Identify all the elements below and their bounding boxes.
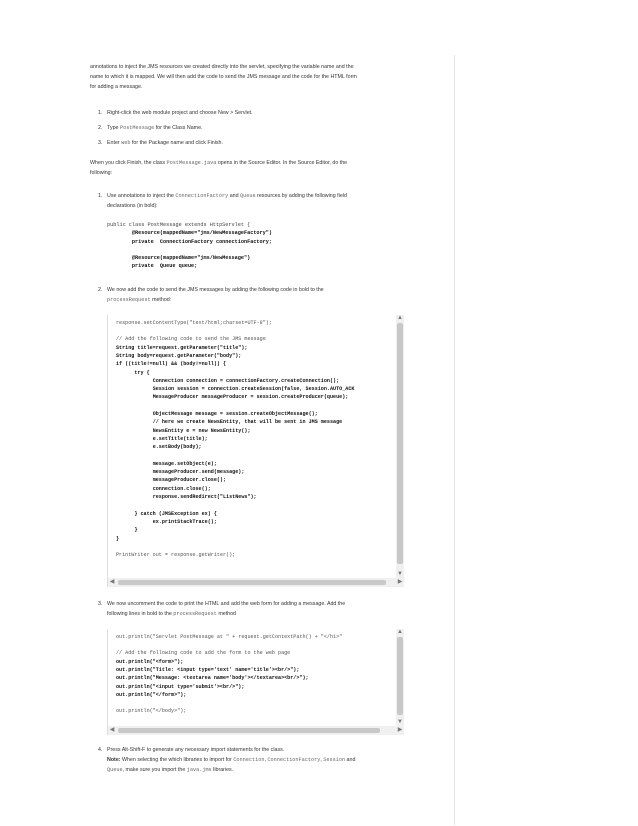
inline-code: Queue [240,193,256,199]
code-line: out.println("<input type='submit'><br/>"); [116,683,245,690]
list-item [90,745,420,775]
scrollbar-thumb[interactable] [397,637,403,715]
code-line: ex.printStackTrace(); [152,518,217,525]
code-line: out.println("<form>"); [116,658,184,665]
code-line: out.println("Servlet PostMessage at " + request.getContextPath() + "</h1>" [116,633,343,640]
step-number: 3. [98,600,103,607]
finish-paragraph [90,158,420,178]
scroll-up-arrow-icon[interactable]: ▲ [397,314,403,321]
step-text: We now uncomment the code to print the HTML and add the web form for adding a message. Add the [107,600,346,607]
inline-code: processRequest [107,296,151,303]
code-line: @Resource(mappedName="jms/NewMessage") [131,255,251,262]
code-line: messageProducer.send(message); [152,469,245,476]
inline-code: web [121,140,131,146]
code-line: out.println("Message: <textarea name='body'></textarea><br/>"); [116,675,309,682]
code-line: out.println("</form>"); [116,691,187,698]
code-line: String title=request.getParameter("title"); [116,344,248,351]
code-comment: // Add the following code to send the JMS message [116,336,266,343]
step-text: Press Alt-Shift-F to generate any necessary import statements for the class. [107,746,285,753]
code-line: private ConnectionFactory connectionFactory; [131,238,272,245]
page-margin-line [454,55,455,825]
step-text: When selecting the which libraries to import for [120,756,234,763]
horizontal-scrollbar[interactable] [108,578,404,587]
inline-code: Connection [233,756,265,763]
step-number: 1. [98,110,103,116]
code-line: Connection connection = connectionFactory.createConnection(); [152,377,340,384]
step-text: and [345,756,356,763]
step-text: method: [150,296,172,303]
code-line: connection.close(); [152,485,211,492]
code-line: if ((title!=null) && (body!=null)) { [116,361,227,368]
step-text: , [320,756,324,763]
step-text: resources by adding the following field [255,193,347,199]
code-line: PrintWriter out = response.getWriter(); [116,552,236,559]
step-text: Right-click the web module project and choose New > Servlet. [107,110,253,116]
scrollbar-thumb[interactable] [118,580,386,585]
inline-code: PostMessage [119,125,155,131]
inline-code: ConnectionFactory [175,193,229,199]
code-line: out.println("Title: <input type='text' name='title'><br/>"); [116,666,300,673]
step-text: Type [107,125,120,131]
code-line: private Queue queue; [131,263,198,270]
code-line: response.setContentType("text/html;charset=UTF-8"); [116,319,272,326]
scrollbar-thumb[interactable] [397,323,403,564]
inline-code: PostMessage.java [166,160,217,166]
code-line: NewsEntity e = new NewsEntity(); [152,427,251,434]
step-number: 2. [98,286,103,293]
intro-line: annotations to inject the JMS resources we created directly into the servlet, specifying the variable name and the [90,64,354,70]
step-text: , [264,756,268,763]
code-line: ObjectMessage message = session.createObjectMessage(); [152,411,318,418]
code-line: e.setTitle(title); [152,435,208,442]
step-text: and [228,193,241,199]
code-line: out.println("</body>"); [116,708,187,715]
code-line: MessageProducer messageProducer = session.createProducer(queue); [152,394,349,401]
step-text: Use annotations to inject the [107,193,176,199]
intro-paragraph [90,62,420,92]
code-line: try { [134,369,150,376]
scroll-up-arrow-icon[interactable]: ▲ [397,628,403,635]
note-label: Note: [107,756,121,763]
list-item [90,123,420,133]
horizontal-scrollbar[interactable] [108,726,404,735]
step-text: for the Class Name. [154,125,203,131]
code-line: message.setObject(e); [152,460,217,467]
list-item [90,138,420,148]
scroll-right-arrow-icon[interactable]: ▶ [397,578,403,585]
finish-text: following: [90,170,113,176]
step-text: for the Package name and click Finish. [130,140,223,146]
code-comment: // Add the following code to add the form to the web page [116,650,291,657]
inline-code: processRequest [173,610,217,617]
code-line: @Resource(mappedName="jms/NewMessageFactory") [131,230,272,237]
step-number: 2. [98,125,103,131]
code-line: public class PostMessage extends HttpServlet { [107,222,251,228]
code-listing [108,315,396,577]
code-line: } catch (JMSException ex) { [134,510,217,517]
list-item [90,599,420,735]
scroll-left-arrow-icon[interactable]: ◀ [109,726,115,733]
step-text: libraries. [211,766,234,773]
inline-code: ConnectionFactory [267,756,321,763]
vertical-scrollbar[interactable] [396,629,404,726]
code-line: String body=request.getParameter("body"); [116,352,242,359]
finish-text: opens in the Source Editor. In the Source Editor, do the [216,160,348,166]
code-scroll-box-send-message[interactable] [107,315,404,587]
code-line: } [134,527,138,534]
inline-code: Session [323,756,346,763]
code-listing [108,629,396,725]
step-number: 1. [98,193,103,199]
list-item [90,108,420,118]
code-comment: // here we create NewsEntity, that will be sent in JMS message [152,419,343,426]
code-line: e.setBody(body); [152,444,202,451]
vertical-scrollbar[interactable] [396,315,404,578]
code-line: response.sendRedirect("ListNews"); [152,494,257,501]
document-body [90,62,420,775]
code-line: } [116,535,120,542]
servlet-steps-list [90,108,420,148]
scrollbar-thumb[interactable] [118,728,380,733]
step-text: declarations (in bold): [107,203,158,209]
step-number: 3. [98,140,103,146]
step-number: 4. [98,746,103,753]
code-scroll-box-web-form[interactable] [107,629,404,735]
step-text: following lines in bold to the [107,610,174,617]
intro-line: for adding a message. [90,84,143,90]
code-line: Session session = connection.createSession(false, Session.AUTO_ACK [152,386,355,393]
inline-code: Queue [107,766,123,773]
intro-line: name to which it is mapped. We will then add the code to send the JMS message and the code for the HTML form [90,74,357,80]
scroll-down-arrow-icon[interactable]: ▼ [397,718,403,725]
scroll-down-arrow-icon[interactable]: ▼ [397,570,403,577]
code-block-field-declarations [107,221,420,271]
step-text: We now add the code to send the JMS messages by adding the following code in bold to the [107,286,324,293]
code-line: messageProducer.close(); [152,477,227,484]
scroll-right-arrow-icon[interactable]: ▶ [397,726,403,733]
step-text: Enter [107,140,122,146]
scroll-left-arrow-icon[interactable]: ◀ [109,578,115,585]
finish-text: When you click Finish, the class [90,160,167,166]
step-text: , make sure you import the [122,766,187,773]
list-item [90,285,420,587]
editor-steps-list [90,191,420,775]
inline-code: java.jms [186,766,212,773]
step-text: method [216,610,236,617]
list-item [90,191,420,271]
